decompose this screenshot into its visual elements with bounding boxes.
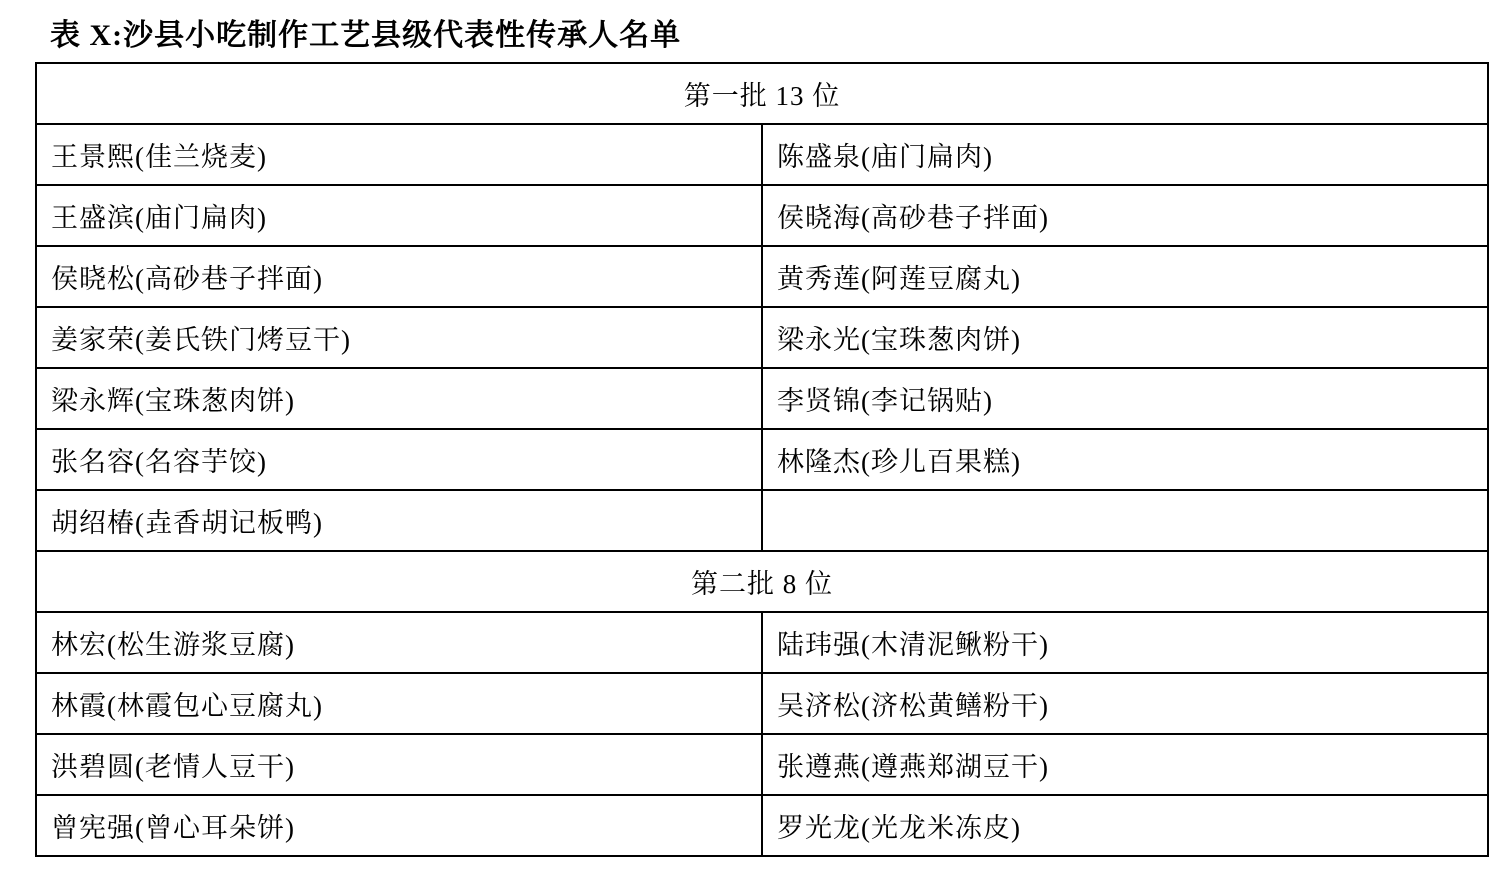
- table-row: [36, 307, 1488, 368]
- inheritor-cell: 陆玮强(木清泥鳅粉干): [762, 612, 1488, 673]
- inheritor-cell: 林霞(林霞包心豆腐丸): [36, 673, 762, 734]
- section-header-row: [36, 551, 1488, 612]
- inheritor-cell: 侯晓海(高砂巷子拌面): [762, 185, 1488, 246]
- inheritor-cell: 罗光龙(光龙米冻皮): [762, 795, 1488, 856]
- table-row: [36, 490, 1488, 551]
- inheritor-cell: 陈盛泉(庙门扁肉): [762, 124, 1488, 185]
- inheritor-cell: 李贤锦(李记锅贴): [762, 368, 1488, 429]
- table-row: [36, 368, 1488, 429]
- inheritor-cell: 王盛滨(庙门扁肉): [36, 185, 762, 246]
- table-row: [36, 795, 1488, 856]
- inheritor-cell: 侯晓松(高砂巷子拌面): [36, 246, 762, 307]
- inheritor-cell: 姜家荣(姜氏铁门烤豆干): [36, 307, 762, 368]
- table-row: [36, 429, 1488, 490]
- section-header-row: [36, 63, 1488, 124]
- table-row: [36, 246, 1488, 307]
- section-header: 第二批 8 位: [36, 551, 1488, 612]
- table-title: 表 X:沙县小吃制作工艺县级代表性传承人名单: [50, 19, 682, 52]
- table-row: [36, 673, 1488, 734]
- inheritor-cell: 曾宪强(曾心耳朵饼): [36, 795, 762, 856]
- inheritor-cell: 梁永光(宝珠葱肉饼): [762, 307, 1488, 368]
- inheritor-cell: 林宏(松生游浆豆腐): [36, 612, 762, 673]
- empty-cell: [762, 490, 1488, 551]
- section-header: 第一批 13 位: [36, 63, 1488, 124]
- inheritors-table-body: [36, 63, 1488, 856]
- table-row: [36, 185, 1488, 246]
- inheritor-cell: 林隆杰(珍儿百果糕): [762, 429, 1488, 490]
- table-row: [36, 612, 1488, 673]
- inheritor-cell: 张遵燕(遵燕郑湖豆干): [762, 734, 1488, 795]
- inheritor-cell: 梁永辉(宝珠葱肉饼): [36, 368, 762, 429]
- inheritor-cell: 胡绍椿(垚香胡记板鸭): [36, 490, 762, 551]
- inheritors-table: [35, 62, 1489, 857]
- inheritor-cell: 王景熙(佳兰烧麦): [36, 124, 762, 185]
- inheritor-cell: 黄秀莲(阿莲豆腐丸): [762, 246, 1488, 307]
- inheritor-cell: 洪碧圆(老情人豆干): [36, 734, 762, 795]
- table-row: [36, 734, 1488, 795]
- inheritor-cell: 张名容(名容芋饺): [36, 429, 762, 490]
- table-row: [36, 124, 1488, 185]
- inheritor-cell: 吴济松(济松黄鳝粉干): [762, 673, 1488, 734]
